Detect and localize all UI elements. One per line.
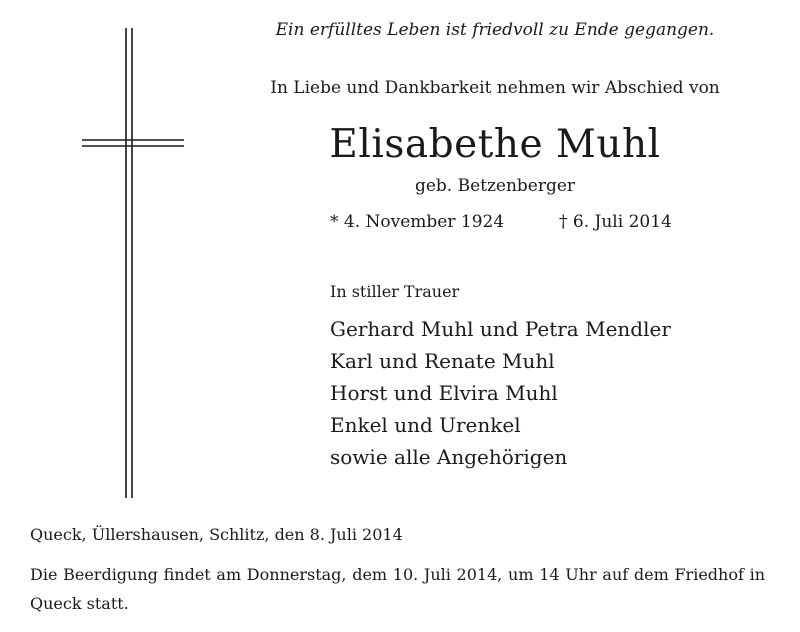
list-item: sowie alle Angehörigen: [330, 445, 568, 469]
list-item: Horst und Elvira Muhl: [330, 381, 558, 405]
place-date: Queck, Üllershausen, Schlitz, den 8. Juli 2014: [30, 525, 403, 544]
cross-icon: [82, 28, 184, 498]
list-item: Enkel und Urenkel: [330, 413, 521, 437]
maiden-name: geb. Betzenberger: [414, 176, 576, 196]
birth-date: * 4. November 1924: [330, 212, 505, 232]
death-date: † 6. Juli 2014: [559, 212, 672, 232]
list-item: Gerhard Muhl und Petra Mendler: [330, 317, 671, 341]
family-list: [330, 313, 671, 473]
mourning-label: In stiller Trauer: [330, 282, 460, 301]
intro-text: In Liebe und Dankbarkeit nehmen wir Abschied von: [270, 78, 720, 98]
funeral-notice: Die Beerdigung findet am Donnerstag, dem 10. Juli 2014, um 14 Uhr auf dem Friedhof in Queck statt.: [30, 565, 765, 613]
deceased-name: Elisabethe Muhl: [329, 122, 661, 167]
list-item: Karl und Renate Muhl: [330, 349, 555, 373]
motto: Ein erfülltes Leben ist friedvoll zu Ende gegangen.: [275, 20, 715, 40]
